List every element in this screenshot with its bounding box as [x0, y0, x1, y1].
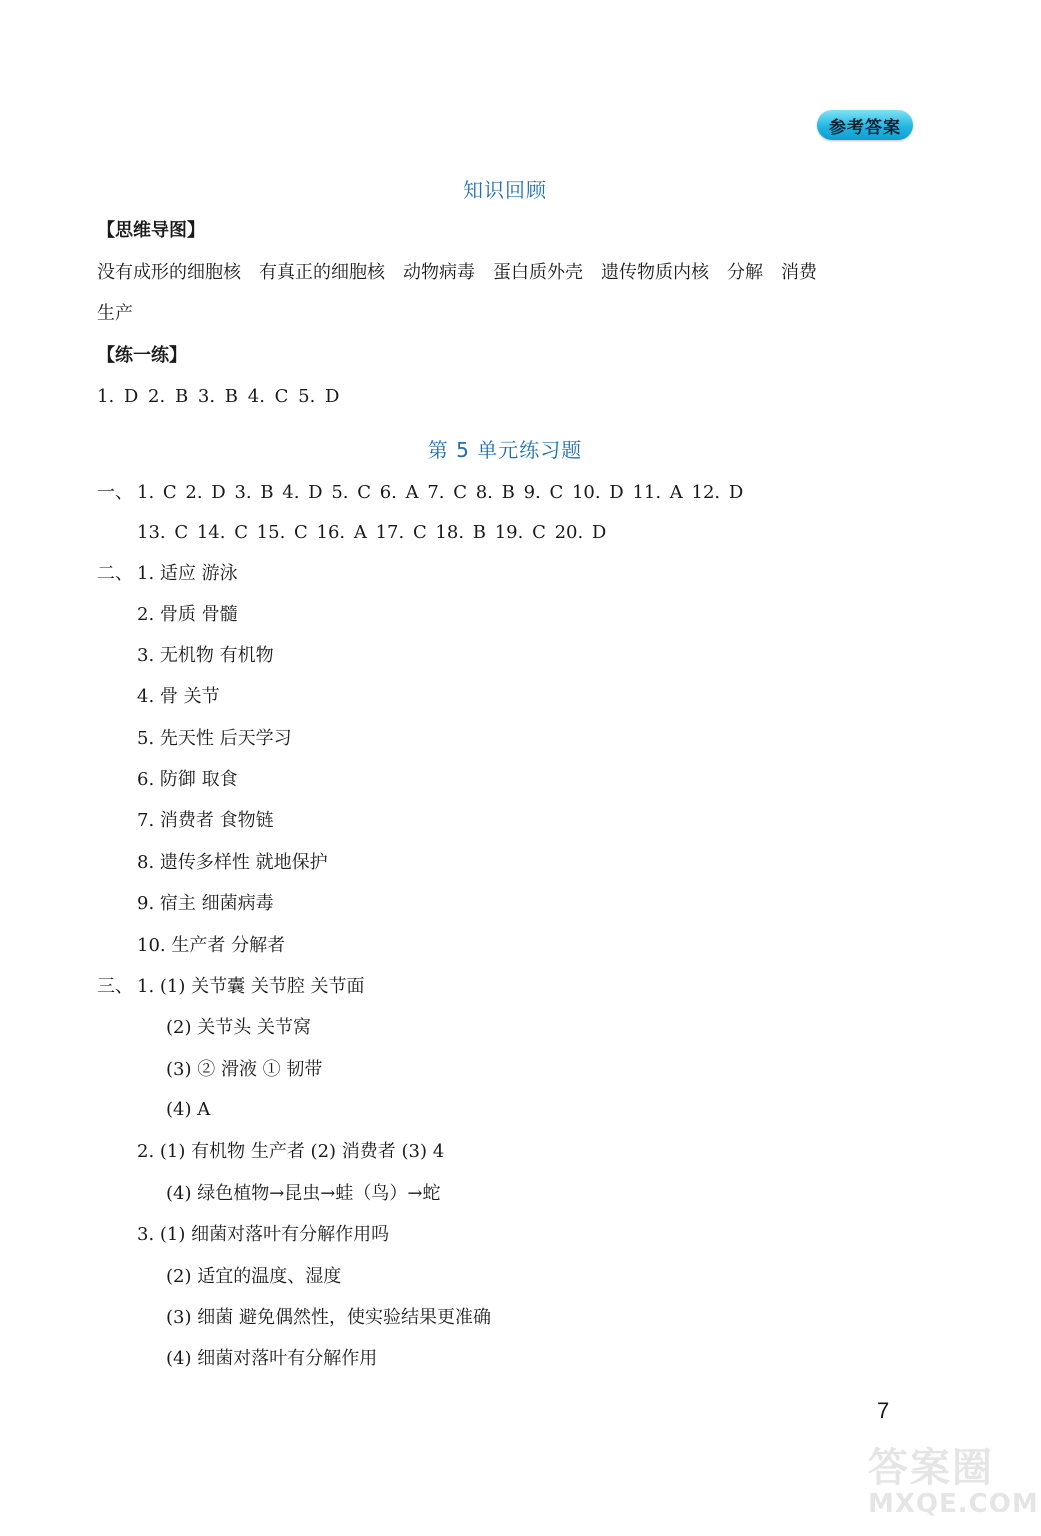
part2-item: 8. 遗传多样性 就地保护 — [137, 852, 328, 873]
part2-item: 7. 消费者 食物链 — [137, 810, 274, 831]
part2-item: 2. 骨质 骨髓 — [137, 604, 238, 625]
part2-item: 9. 宿主 细菌病毒 — [137, 893, 274, 914]
part2-item: 4. 骨 关节 — [137, 686, 220, 707]
part3-label: 三、 — [97, 976, 133, 997]
watermark-url: MXQE.COM — [868, 1489, 1039, 1519]
mindmap-term: 分解 — [727, 262, 763, 283]
section-title-unit5: 第 5 单元练习题 — [427, 438, 583, 462]
mindmap-term: 蛋白质外壳 — [493, 262, 583, 283]
watermark-text: 答案圈 — [868, 1445, 994, 1491]
mindmap-term: 生产 — [97, 303, 133, 324]
part3-q2-line: (4) 绿色植物→昆虫→蛙（鸟）→蛇 — [166, 1183, 441, 1204]
part1-label: 一、 — [97, 482, 133, 503]
part2-label: 二、 — [97, 563, 133, 584]
mindmap-term: 遗传物质内核 — [601, 262, 709, 283]
part1-answers-line2: 13. C 14. C 15. C 16. A 17. C 18. B 19. C 20. D — [137, 522, 607, 543]
part3-q3-line: (3) 细菌 避免偶然性，使实验结果更准确 — [166, 1307, 491, 1328]
mindmap-header: 【思维导图】 — [97, 220, 205, 241]
practice-header: 【练一练】 — [97, 345, 187, 366]
practice-answers: 1. D 2. B 3. B 4. C 5. D — [97, 386, 340, 407]
mindmap-term: 消费 — [781, 262, 817, 283]
part1-answers-line1: 1. C 2. D 3. B 4. D 5. C 6. A 7. C 8. B 9. C 10. D 11. A 12. D — [137, 482, 744, 503]
part2-item: 3. 无机物 有机物 — [137, 645, 274, 666]
mindmap-term: 有真正的细胞核 — [259, 262, 385, 283]
part3-q1-line: (4) A — [166, 1099, 211, 1120]
part2-item: 1. 适应 游泳 — [137, 563, 238, 584]
mindmap-terms-line1 — [97, 264, 817, 282]
mindmap-term: 动物病毒 — [403, 262, 475, 283]
section-title-review: 知识回顾 — [463, 178, 547, 202]
part2-item: 5. 先天性 后天学习 — [137, 728, 292, 749]
part3-q1-line: (3) ② 滑液 ① 韧带 — [166, 1059, 323, 1080]
part3-q2-line: 2. (1) 有机物 生产者 (2) 消费者 (3) 4 — [137, 1141, 445, 1162]
part2-item: 6. 防御 取食 — [137, 769, 238, 790]
part3-q1-line: 1. (1) 关节囊 关节腔 关节面 — [137, 976, 365, 997]
answer-key-badge: 参考答案 — [817, 110, 913, 140]
part3-q3-line: (4) 细菌对落叶有分解作用 — [166, 1348, 378, 1369]
part3-q1-line: (2) 关节头 关节窝 — [166, 1017, 311, 1038]
part3-q3-line: 3. (1) 细菌对落叶有分解作用吗 — [137, 1224, 390, 1245]
watermark-logo — [868, 1436, 1039, 1528]
mindmap-term: 没有成形的细胞核 — [97, 262, 241, 283]
part3-q3-line: (2) 适宜的温度、湿度 — [166, 1266, 342, 1287]
page-number: 7 — [877, 1398, 890, 1423]
part2-item: 10. 生产者 分解者 — [137, 935, 286, 956]
